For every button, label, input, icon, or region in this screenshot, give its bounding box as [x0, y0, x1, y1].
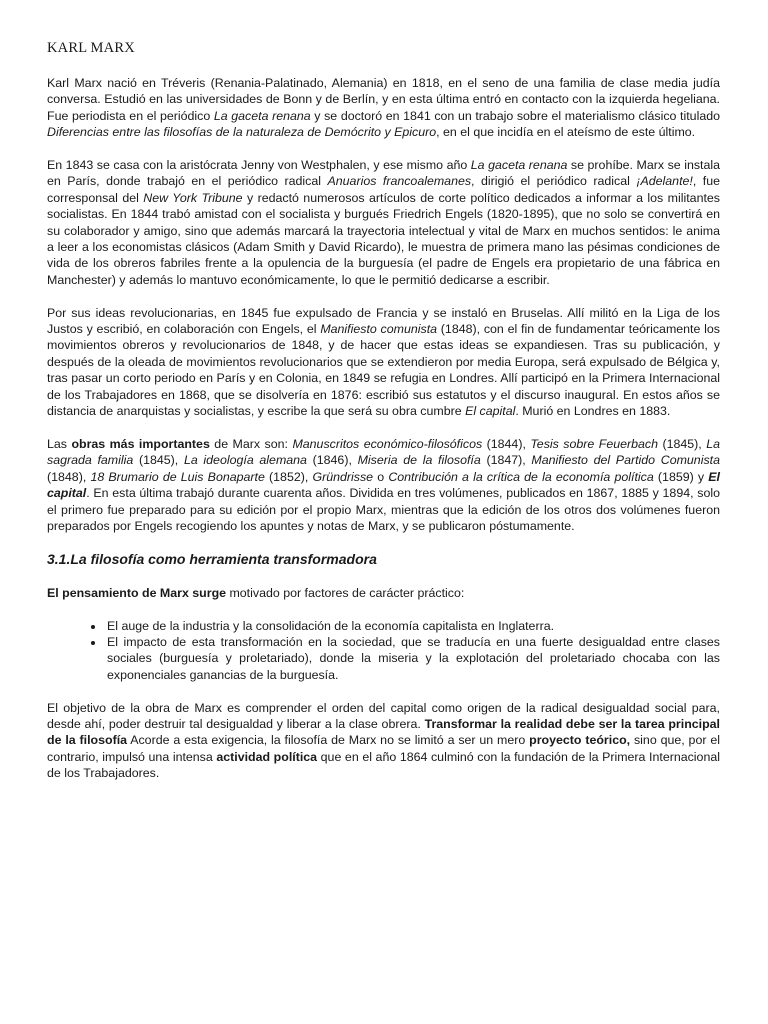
italic-run: Gründrisse [312, 469, 374, 484]
text-run: sino que, por el contrario, impulsó una intensa [47, 733, 720, 764]
italic-run: La gaceta renana [470, 158, 568, 173]
text-run: , fue corresponsal del [47, 174, 720, 205]
text-run: Karl Marx nació en Tréveris (Renania-Palatinado, Alemania) en 1818, en el seno de una familia de clase media judía conversa. Estudió en las universidades de Bonn y de Berlín, y en esta última entró en contacto con la izquierda hegeliana. Fue periodista en el periódico [47, 76, 720, 123]
paragraph-works [47, 436, 720, 534]
document-title: KARL MARX [47, 40, 135, 56]
text-run: (1847), [480, 453, 532, 468]
italic-run: Manifiesto comunista [320, 322, 438, 337]
text-run: (1846), [306, 453, 358, 468]
bold-run: obras más importantes [71, 436, 210, 451]
italic-run: Miseria de la filosofía [357, 453, 481, 468]
text-run: y se doctoró en 1841 con un trabajo sobre el materialismo clásico titulado [310, 108, 721, 123]
bold-run: proyecto teórico, [529, 733, 631, 748]
italic-run: Manuscritos económico-filosóficos [292, 436, 483, 451]
italic-run: La ideología alemana [183, 453, 307, 468]
italic-run: Diferencias entre las filosofías de la naturaleza de Demócrito y Epicuro [47, 125, 437, 140]
paragraph-objective [47, 700, 720, 782]
italic-run: Contribución a la crítica de la economía política [388, 469, 654, 484]
bold-italic-run: El capital [47, 469, 720, 501]
paragraph-biography [47, 75, 720, 141]
text-run: o [373, 469, 389, 484]
text-run: , dirigió el periódico radical [471, 174, 637, 189]
text-run: Las [47, 436, 72, 451]
italic-run: Manifiesto del Partido Comunista [531, 453, 720, 468]
bold-run: Transformar la realidad debe ser la tarea principal de la filosofía [47, 716, 720, 748]
text-run: , en el que incidía en el ateísmo de este último. [436, 125, 696, 140]
section-lead [47, 585, 720, 601]
list-item: • El impacto de esta transformación en la sociedad, que se traducía en una fuerte desigualdad entre clases sociales (burguesía y proletariado), donde la miseria y la explotación del proletariado chocaba con las exponenciales ganancias de la burguesía. [105, 634, 720, 683]
text-run: motivado por factores de carácter práctico: [226, 585, 465, 600]
text-run: El objetivo de la obra de Marx es comprender el orden del capital como origen de la radical desigualdad social para, desde ahí, poder destruir tal desigualdad y liberar a la clase obrera. [47, 700, 720, 731]
text-run: . En esta última trabajó durante cuarenta años. Dividida en tres volúmenes, publicados en 1867, 1885 y 1894, solo el primero fue preparado para su edición por el propio Marx, mientras que la edición de los otros dos volúmenes fueron preparados por Engels recogiendo los apuntes y notas de Marx, y se publicaron póstumamente. [47, 486, 720, 533]
italic-run: Anuarios francoalemanes [327, 174, 472, 189]
bold-run: actividad política [216, 749, 318, 764]
section-heading: 3.1.La filosofía como herramienta transformadora [47, 550, 377, 567]
text-run: y redactó numerosos artículos de corte político dedicados a informar a los militantes socialistas. En 1844 trabó amistad con el socialista y burgués Friedrich Engels (1820-1895), que no solo se convertirá en su colaborador y amigo, sino que además marcará la trayectoria intelectual y vital de Marx en muchos sentidos: le anima a leer a los economistas clásicos (Adam Smith y David Ricardo), le muestra de primera mano las pésimas condiciones de vida de los obreros fabriles frente a la opulencia de la burguesía (el padre de Engels era propietario de una fábrica en Manchester) y además lo mantuvo económicamente, lo que le permitió dedicarse a escribir. [47, 190, 720, 287]
factors-list [47, 618, 720, 684]
text-run: (1848), con el fin de fundamentar teóricamente los movimientos obreros y revolucionarios de 1848, y de hacer que estas ideas se expandiesen. Tras su publicación, y después de la oleada de movimientos revolucionarios que se extendieron por media Europa, será expulsado de Bélgica y, tras pasar un corto periodo en París y en Colonia, en 1849 se refugia en Londres. Allí participó en la Primera Internacional de los Trabajadores en 1868, que se disolvería en 1876: escribió sus estatutos y el discurso inaugural. En estos años se distancia de anarquistas y socialistas, y escribe la que será su obra cumbre [47, 322, 720, 419]
text-run: . Murió en Londres en 1883. [515, 404, 671, 419]
text-run: (1845), [133, 453, 184, 468]
text-run: (1844), [482, 436, 531, 451]
paragraph-exile [47, 305, 720, 420]
text-run: (1848), [47, 469, 91, 484]
text-run: (1852), [264, 469, 313, 484]
italic-run: 18 Brumario de Luis Bonaparte [90, 469, 265, 484]
italic-run: ¡Adelante! [636, 174, 693, 189]
italic-run: La sagrada familia [47, 436, 721, 468]
text-run: Acorde a esta exigencia, la filosofía de Marx no se limitó a ser un mero [127, 733, 530, 748]
text-run: se prohíbe. Marx se instala en París, donde trabajó en el periódico radical [47, 158, 721, 189]
italic-run: El capital [465, 404, 516, 419]
text-run: En 1843 se casa con la aristócrata Jenny von Westphalen, y ese mismo año [47, 158, 471, 173]
text-run: que en el año 1864 culminó con la fundación de la Primera Internacional de los Trabajadores. [47, 749, 720, 781]
italic-run: Tesis sobre Feuerbach [530, 436, 659, 451]
paragraph-paris [47, 157, 720, 288]
bold-run: El pensamiento de Marx surge [47, 585, 227, 600]
text-run: de Marx son: [209, 436, 293, 451]
list-item: • El auge de la industria y la consolidación de la economía capitalista en Inglaterra. [105, 618, 720, 634]
text-run: Por sus ideas revolucionarias, en 1845 fue expulsado de Francia y se instaló en Bruselas. Allí militó en la Liga de los Justos y escribió, en colaboración con Engels, el [47, 305, 720, 337]
italic-run: La gaceta renana [213, 108, 311, 123]
text-run: (1859) y [653, 469, 709, 484]
text-run: (1845), [658, 436, 707, 451]
italic-run: New York Tribune [143, 190, 243, 205]
document-page [47, 40, 720, 798]
